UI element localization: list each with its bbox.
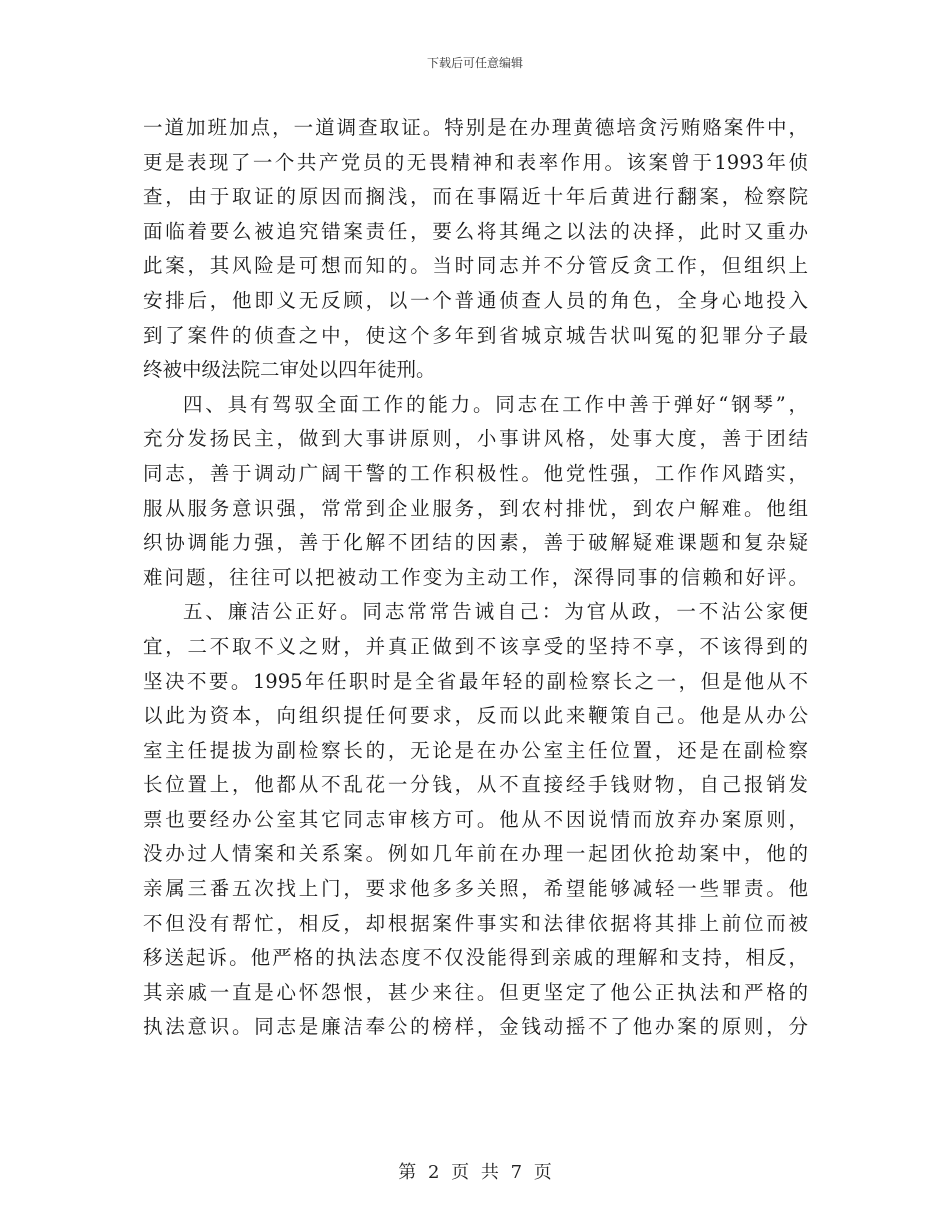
text-line: 其亲戚一直是心怀怨恨，甚少来往。但更坚定了他公正执法和严格的 bbox=[143, 980, 808, 1004]
text-line: 票也要经办公室其它同志审核方可。他从不因说情而放弃办案原则， bbox=[143, 807, 808, 831]
text-line: 没办过人情案和关系案。例如几年前在办理一起团伙抢劫案中，他的 bbox=[143, 842, 808, 866]
text-line: 同志，善于调动广阔干警的工作积极性。他党性强，工作作风踏实， bbox=[143, 461, 808, 485]
text-line: 一道加班加点，一道调查取证。特别是在办理黄德培贪污贿赂案件中， bbox=[143, 116, 808, 139]
text-line: 坚决不要。1995年任职时是全省最年轻的副检察长之一，但是他从不 bbox=[143, 669, 808, 693]
page-header: 下载后可任意编辑 bbox=[426, 56, 523, 70]
text-line: 移送起诉。他严格的执法态度不仅没能得到亲戚的理解和支持，相反， bbox=[143, 946, 808, 970]
document-body bbox=[143, 111, 808, 1045]
text-line: 不但没有帮忙，相反，却根据案件事实和法律依据将其排上前位而被 bbox=[143, 911, 808, 935]
paragraph-start-line: 四、具有驾驭全面工作的能力。同志在工作中善于弹好“钢琴”， bbox=[183, 392, 808, 416]
paragraph-start-line: 五、廉洁公正好。同志常常告诫自己：为官从政，一不沾公家便 bbox=[183, 600, 808, 624]
text-line: 宜，二不取不义之财，并真正做到不该享受的坚持不享，不该得到的 bbox=[143, 634, 808, 658]
text-line: 安排后，他即义无反顾，以一个普通侦查人员的角色，全身心地投入 bbox=[143, 288, 808, 312]
text-line: 查，由于取证的原因而搁浅，而在事隔近十年后黄进行翻案，检察院 bbox=[143, 185, 808, 209]
text-line: 服从服务意识强，常常到企业服务，到农村排忧，到农户解难。他组 bbox=[143, 496, 808, 520]
text-line: 到了案件的侦查之中，使这个多年到省城京城告状叫冤的犯罪分子最 bbox=[143, 323, 808, 347]
text-line: 执法意识。同志是廉洁奉公的榜样，金钱动摇不了他办案的原则，分 bbox=[143, 1015, 808, 1039]
text-line: 以此为资本，向组织提任何要求，反而以此来鞭策自己。他是从办公 bbox=[143, 704, 808, 728]
text-line: 难问题，往往可以把被动工作变为主动工作，深得同事的信赖和好评。 bbox=[143, 565, 808, 589]
text-line: 织协调能力强，善于化解不团结的因素，善于破解疑难课题和复杂疑 bbox=[143, 531, 808, 555]
text-line: 此案，其风险是可想而知的。当时同志并不分管反贪工作，但组织上 bbox=[143, 254, 808, 278]
text-line: 长位置上，他都从不乱花一分钱，从不直接经手钱财物，自己报销发 bbox=[143, 773, 808, 797]
page-number-footer: 第 2 页 共 7 页 bbox=[398, 1162, 552, 1183]
text-line: 更是表现了一个共产党员的无畏精神和表率作用。该案曾于1993年侦 bbox=[143, 150, 808, 174]
text-line: 亲属三番五次找上门，要求他多多关照，希望能够减轻一些罪责。他 bbox=[143, 877, 808, 901]
text-line: 终被中级法院二审处以四年徒刑。 bbox=[143, 358, 436, 382]
text-line: 充分发扬民主，做到大事讲原则，小事讲风格，处事大度，善于团结 bbox=[143, 427, 808, 451]
text-line: 面临着要么被追究错案责任，要么将其绳之以法的决择，此时又重办 bbox=[143, 219, 808, 243]
text-line: 室主任提拔为副检察长的，无论是在办公室主任位置，还是在副检察 bbox=[143, 738, 808, 762]
